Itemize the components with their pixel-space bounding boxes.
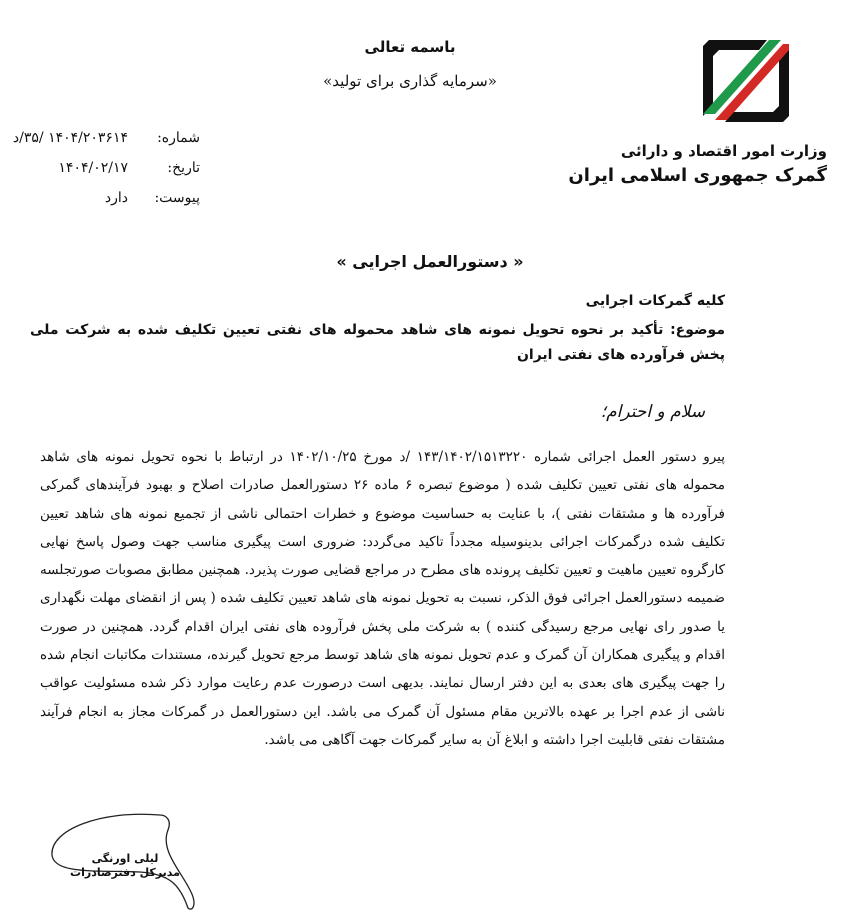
- signature-block: [40, 810, 210, 915]
- addressee: کلیه گمرکات اجرایی: [585, 293, 725, 309]
- letter-body: پیرو دستور العمل اجرائی شماره ۱۴۳/۱۴۰۲/۱۵۱۳۲۲۰ /د مورخ ۱۴۰۲/۱۰/۲۵ در ارتباط با نحوه تحویل نمونه های شاهد محموله های نفتی تعیین تکلیف شده ( موضوع تبصره ۶ ماده ۲۶ دستورالعمل صادرات اصلاح و بهبود فرآیندهای گمرکی فرآورده ها و مشتقات نفتی )، با عنایت به حساسیت موضوع و خطرات احتمالی ناشی از تجمیع نمونه های شاهد تعیین تکلیف شده درگمرکات اجرائی بدینوسیله مجدداً تاکید می‌گردد: ضروری است پیگیری مناسب جهت وصول پاسخ نهایی کارگروه تعیین ماهیت و تعیین تکلیف پرونده های مطرح در مراجع قضایی صورت پذیرد. همچنین مطابق مصوبات صورتجلسه ضمیمه دستورالعمل اجرائی فوق الذکر، نسبت به تحویل نمونه های شاهد تعیین تکلیف شده ( پس از انقضای مهلت نگهداری یا صدور رای نهایی مرجع رسیدگی کننده ) به شرکت ملی پخش فرآروده های نفتی ایران اقدام گردد. همچنین در صورت اقدام و پیگیری همکاران آن گمرک و عدم تحویل نمونه های شاهد توسط مرجع تحویل گیرنده، مستندات مکاتبات انجام شده را جهت پیگیری های بعدی به این دفتر ارسال نمایند. بدیهی است درصورت عدم رعایت موارد ذکر شده مسئولیت عواقب ناشی از عدم اجرا بر عهده بالاترین مقام مسئول آن گمرک می باشد. این دستورالعمل در گمرکات مجاز به انجام فرآیند مشتقات نفتی قابلیت اجرا داشته و ابلاغ آن به سایر گمرکات جهت آگاهی می باشد.: [40, 449, 726, 748]
- document-title: « دستورالعمل اجرایی »: [336, 252, 524, 271]
- customs-name: گمرک جمهوری اسلامی ایران: [568, 165, 827, 186]
- signatory: [70, 852, 180, 880]
- bismillah-heading: باسمه تعالی: [364, 38, 456, 56]
- letter-meta: [0, 130, 200, 220]
- year-slogan: «سرمایه گذاری برای تولید»: [323, 72, 497, 90]
- date-value: ۱۴۰۴/۰۲/۱۷: [58, 160, 128, 176]
- signatory-name: لیلی اورنگی: [91, 852, 159, 865]
- number-label: شماره:: [157, 130, 200, 146]
- date-label: تاریخ:: [167, 160, 200, 176]
- ministry-name: وزارت امور اقتصاد و دارائی: [620, 142, 827, 160]
- attachment-value: دارد: [104, 190, 128, 206]
- number-value: ۱۴۰۴/۲۰۳۶۱۴ /۳۵/د: [12, 130, 128, 146]
- signatory-title: مدیرکل دفترصادرات: [70, 866, 180, 879]
- attachment-label: پیوست:: [154, 190, 200, 206]
- iran-customs-logo-icon: [703, 40, 789, 122]
- greeting-handwritten: سلام و احترام؛: [600, 402, 705, 422]
- meta-number-row: [0, 130, 200, 160]
- meta-date-row: [0, 160, 200, 190]
- subject-line: موضوع: تأکید بر نحوه تحویل نمونه های شاهد محموله های نفتی تعیین تکلیف شده به شرکت ملی پخش فرآورده های نفتی ایران: [30, 322, 725, 363]
- organization-block: [568, 140, 827, 190]
- meta-attachment-row: [0, 190, 200, 220]
